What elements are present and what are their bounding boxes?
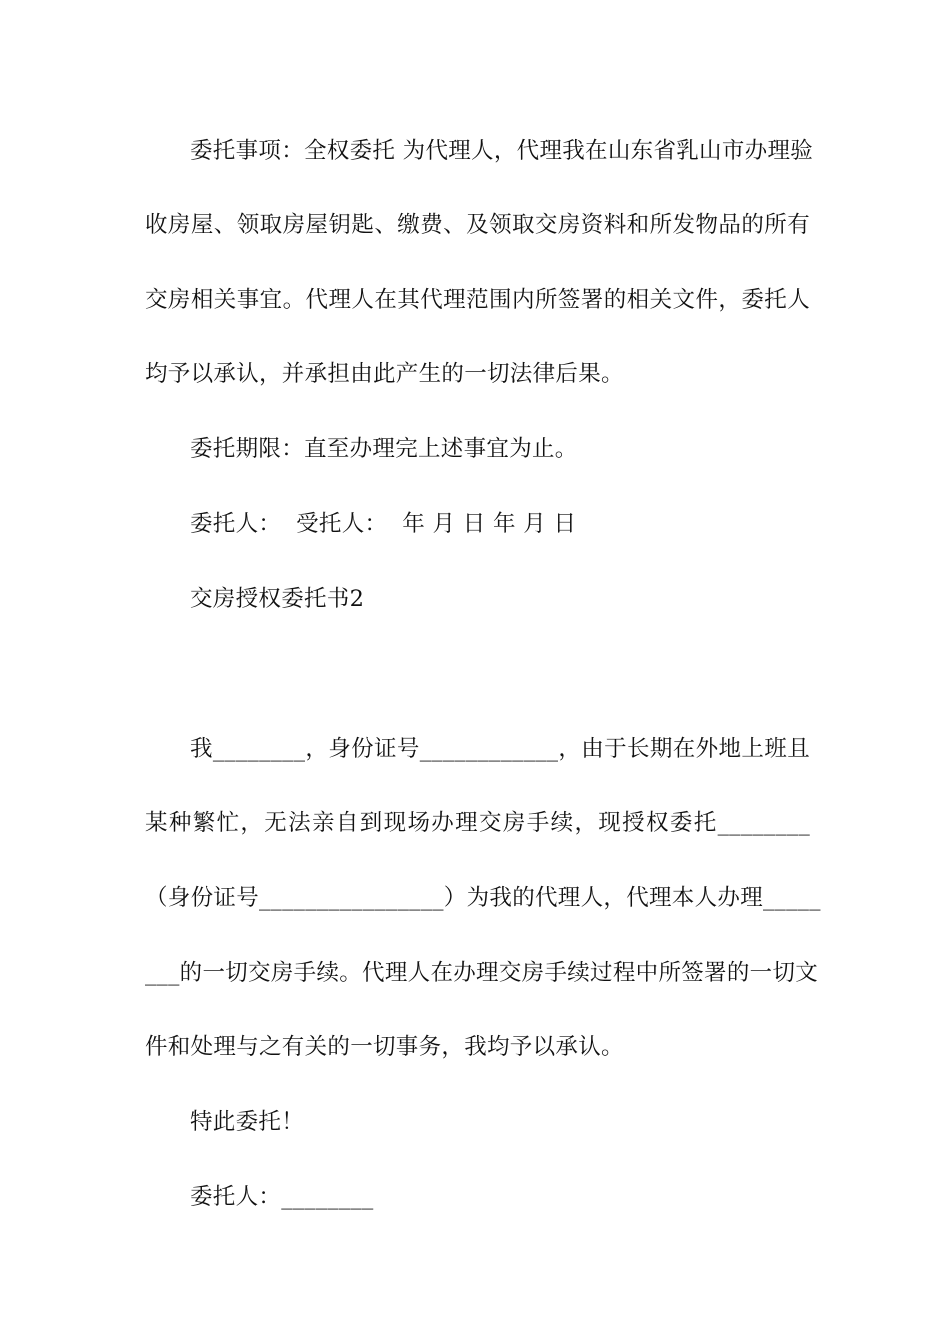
section-title: 交房授权委托书2 (190, 586, 365, 612)
signer-line: 委托人：________ (190, 1184, 374, 1210)
signature-line: 委托人： 受托人： 年 月 日 年 月 日 (190, 511, 577, 537)
body-line-4: ___的一切交房手续。代理人在办理交房手续过程中所签署的一切文 (145, 960, 819, 986)
matter-line-1: 委托事项：全权委托 为代理人，代理我在山东省乳山市办理验 (190, 138, 814, 164)
matter-line-3: 交房相关事宜。代理人在其代理范围内所签署的相关文件，委托人 (145, 287, 810, 313)
body-line-2: 某种繁忙，无法亲自到现场办理交房手续，现授权委托________ (145, 810, 810, 836)
body-line-1: 我________，身份证号____________，由于长期在外地上班且 (190, 736, 810, 762)
body-line-5: 件和处理与之有关的一切事务，我均予以承认。 (145, 1034, 624, 1060)
term-line: 委托期限：直至办理完上述事宜为止。 (190, 436, 578, 462)
body-line-3: （身份证号________________）为我的代理人，代理本人办理_____ (145, 885, 821, 911)
matter-line-2: 收房屋、领取房屋钥匙、缴费、及领取交房资料和所发物品的所有 (145, 212, 810, 238)
matter-line-4: 均予以承认，并承担由此产生的一切法律后果。 (145, 361, 624, 387)
closing-line: 特此委托！ (190, 1109, 305, 1135)
